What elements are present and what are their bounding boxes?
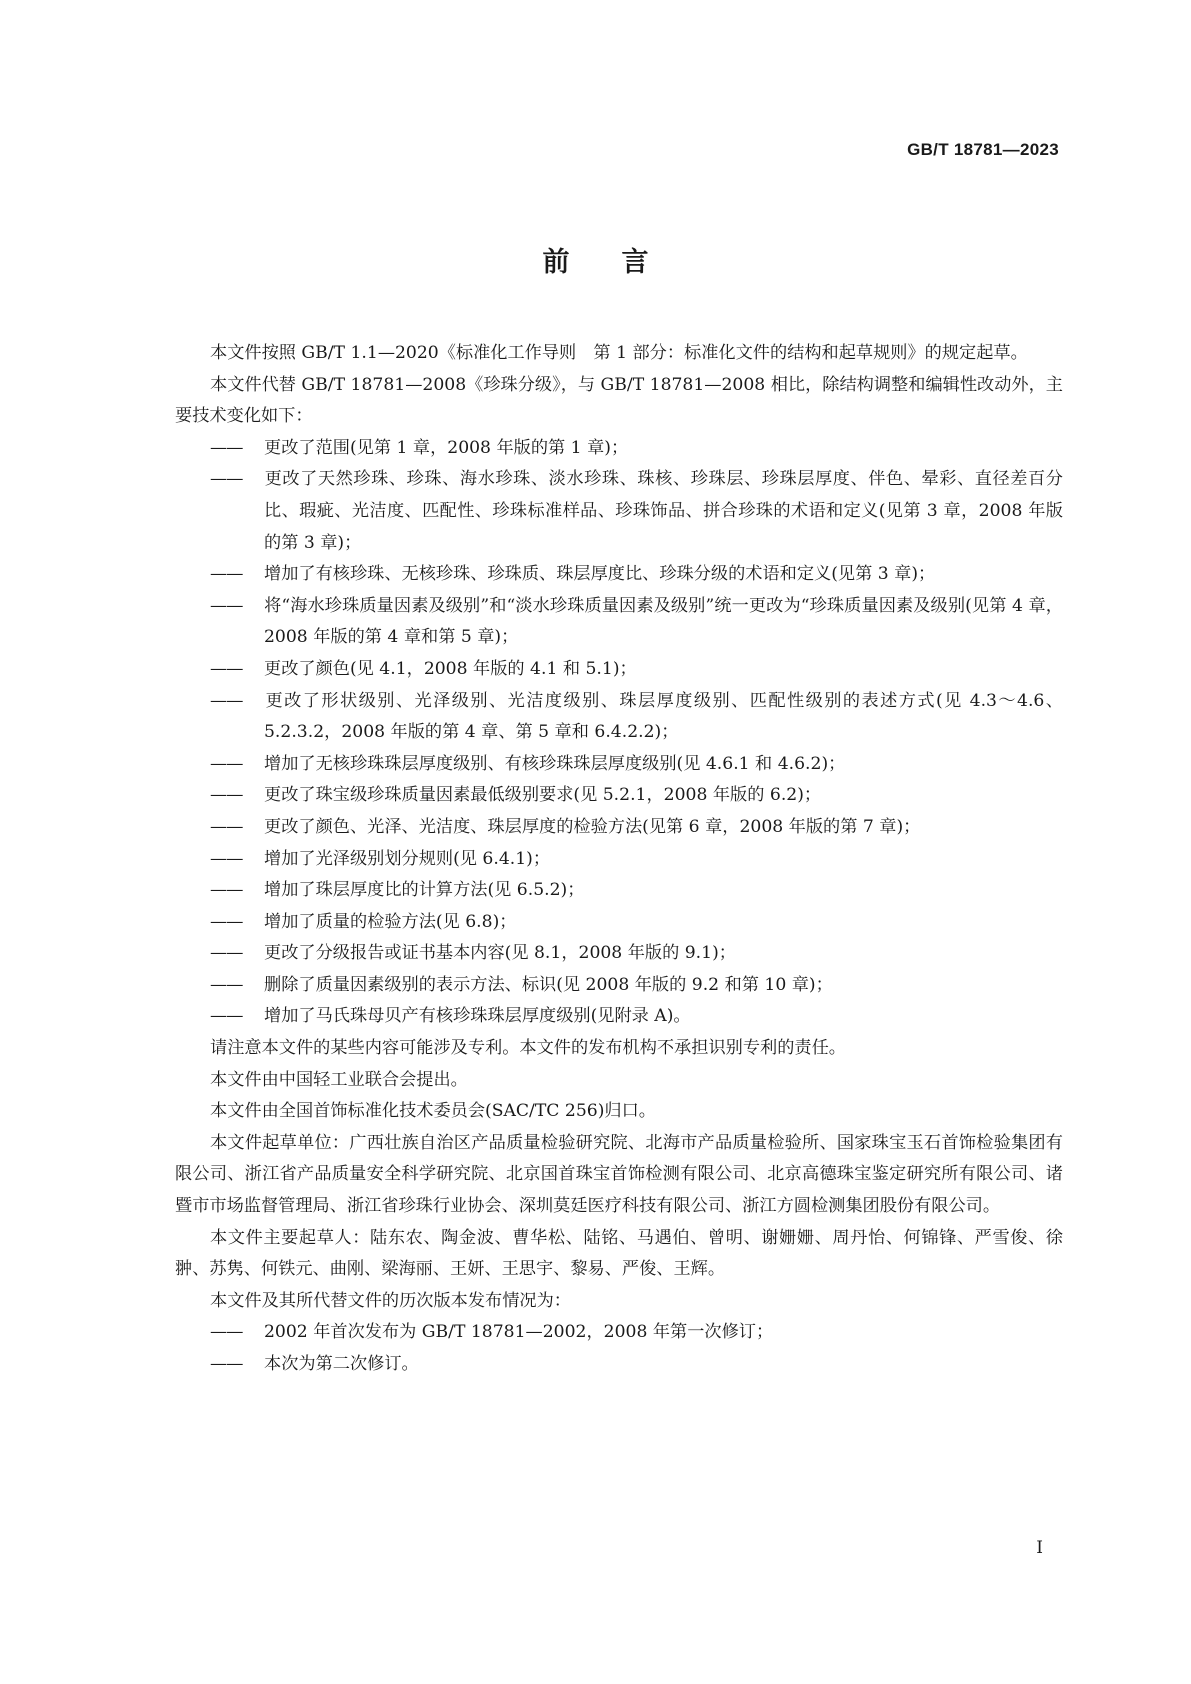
list-dash: —— [210, 943, 243, 964]
list-dash: —— [210, 1322, 243, 1343]
list-item-text: 本次为第二次修订。 [264, 1354, 419, 1374]
body-paragraph: 本文件由全国首饰标准化技术委员会(SAC/TC 256)归口。 [210, 1101, 656, 1122]
change-list-item [210, 654, 1063, 686]
list-item-text: 更改了颜色(见 4.1，2008 年版的 4.1 和 5.1)； [264, 658, 637, 679]
page-title: 前言 [542, 247, 701, 278]
standard-code: GB/T 18781—2023 [907, 140, 1059, 159]
list-dash: —— [210, 564, 243, 585]
list-dash: —— [210, 911, 243, 932]
body-paragraph: 本文件主要起草人：陆东农、陶金波、曹华松、陆铭、马遇伯、曾明、谢姗姗、周丹怡、何锦锋、严雪俊、徐翀、苏隽、何铁元、曲刚、梁海丽、王妍、王思宇、黎易、严俊、王辉。 [175, 1227, 1063, 1280]
list-item-text: 更改了分级报告或证书基本内容(见 8.1，2008 年版的 9.1)； [264, 943, 736, 964]
page-number: I [1036, 1538, 1043, 1558]
document-body [175, 338, 1063, 1381]
list-dash: —— [210, 848, 243, 869]
list-dash: —— [210, 816, 243, 837]
list-item-text: 更改了天然珍珠、珍珠、海水珍珠、淡水珍珠、珠核、珍珠层、珍珠层厚度、伴色、晕彩、直径差百分比、瑕疵、光洁度、匹配性、珍珠标准样品、珍珠饰品、拼合珍珠的术语和定义(见第 3 章，2008 年版的第 3 章)； [264, 469, 1063, 553]
body-paragraph: 本文件及其所代替文件的历次版本发布情况为： [210, 1290, 571, 1311]
list-dash: —— [210, 690, 243, 711]
change-list-item [210, 780, 1063, 812]
change-list-item [210, 970, 1063, 1002]
body-paragraph: 本文件按照 GB/T 1.1—2020《标准化工作导则 第 1 部分：标准化文件的结构和起草规则》的规定起草。 [210, 343, 1028, 363]
change-list-item [210, 591, 1063, 654]
list-item-text: 增加了无核珍珠珠层厚度级别、有核珍珠珠层厚度级别(见 4.6.1 和 4.6.2)； [264, 753, 846, 774]
change-list-item [210, 686, 1063, 749]
change-list-item [210, 1349, 1063, 1381]
list-dash: —— [210, 658, 243, 679]
list-item-text: 2002 年首次发布为 GB/T 18781—2002，2008 年第一次修订； [264, 1322, 774, 1343]
list-dash: —— [210, 595, 243, 616]
change-list-item [210, 433, 1063, 465]
list-item-text: 更改了珠宝级珍珠质量因素最低级别要求(见 5.2.1，2008 年版的 6.2)； [264, 785, 822, 806]
list-item-text: 将“海水珍珠质量因素及级别”和“淡水珍珠质量因素及级别”统一更改为“珍珠质量因素及级别(见第 4 章，2008 年版的第 4 章和第 5 章)； [264, 595, 1063, 648]
list-item-text: 删除了质量因素级别的表示方法、标识(见 2008 年版的 9.2 和第 10 章)； [264, 974, 833, 995]
list-item-text: 增加了光泽级别划分规则(见 6.4.1)； [264, 848, 551, 869]
change-list-item [210, 938, 1063, 970]
change-list-item [210, 1317, 1063, 1349]
list-item-text: 增加了珠层厚度比的计算方法(见 6.5.2)； [264, 880, 585, 901]
change-list-item [210, 1001, 1063, 1033]
change-list-item [210, 464, 1063, 559]
change-list-item [210, 875, 1063, 907]
list-dash: —— [210, 785, 243, 806]
change-list-item [210, 812, 1063, 844]
list-dash: —— [210, 1354, 243, 1374]
change-list-item [210, 749, 1063, 781]
list-dash: —— [210, 469, 243, 490]
body-paragraph: 请注意本文件的某些内容可能涉及专利。本文件的发布机构不承担识别专利的责任。 [210, 1038, 846, 1059]
list-item-text: 更改了范围(见第 1 章，2008 年版的第 1 章)； [264, 437, 629, 458]
change-list-item [210, 559, 1063, 591]
body-paragraph: 本文件代替 GB/T 18781—2008《珍珠分级》，与 GB/T 18781—2008 相比，除结构调整和编辑性改动外，主要技术变化如下： [175, 374, 1063, 427]
list-item-text: 增加了质量的检验方法(见 6.8)； [264, 911, 517, 932]
list-dash: —— [210, 880, 243, 901]
body-paragraph: 本文件起草单位：广西壮族自治区产品质量检验研究院、北海市产品质量检验所、国家珠宝玉石首饰检验集团有限公司、浙江省产品质量安全科学研究院、北京国首珠宝首饰检测有限公司、北京高德珠宝鉴定研究所有限公司、诸暨市市场监督管理局、浙江省珍珠行业协会、深圳莫廷医疗科技有限公司、浙江方圆检测集团股份有限公司。 [175, 1132, 1063, 1217]
list-dash: —— [210, 1006, 243, 1027]
list-dash: —— [210, 974, 243, 995]
list-item-text: 增加了有核珍珠、无核珍珠、珍珠质、珠层厚度比、珍珠分级的术语和定义(见第 3 章)； [264, 564, 936, 585]
body-paragraph: 本文件由中国轻工业联合会提出。 [210, 1069, 468, 1090]
list-item-text: 更改了形状级别、光泽级别、光洁度级别、珠层厚度级别、匹配性级别的表述方式(见 4.3～4.6、5.2.3.2，2008 年版的第 4 章、第 5 章和 6.4.2.2)； [264, 690, 1063, 743]
list-item-text: 更改了颜色、光泽、光洁度、珠层厚度的检验方法(见第 6 章，2008 年版的第 7 章)； [264, 816, 921, 837]
change-list-item [210, 907, 1063, 939]
list-dash: —— [210, 437, 243, 458]
list-item-text: 增加了马氏珠母贝产有核珍珠珠层厚度级别(见附录 A)。 [264, 1006, 691, 1027]
list-dash: —— [210, 753, 243, 774]
change-list-item [210, 844, 1063, 876]
